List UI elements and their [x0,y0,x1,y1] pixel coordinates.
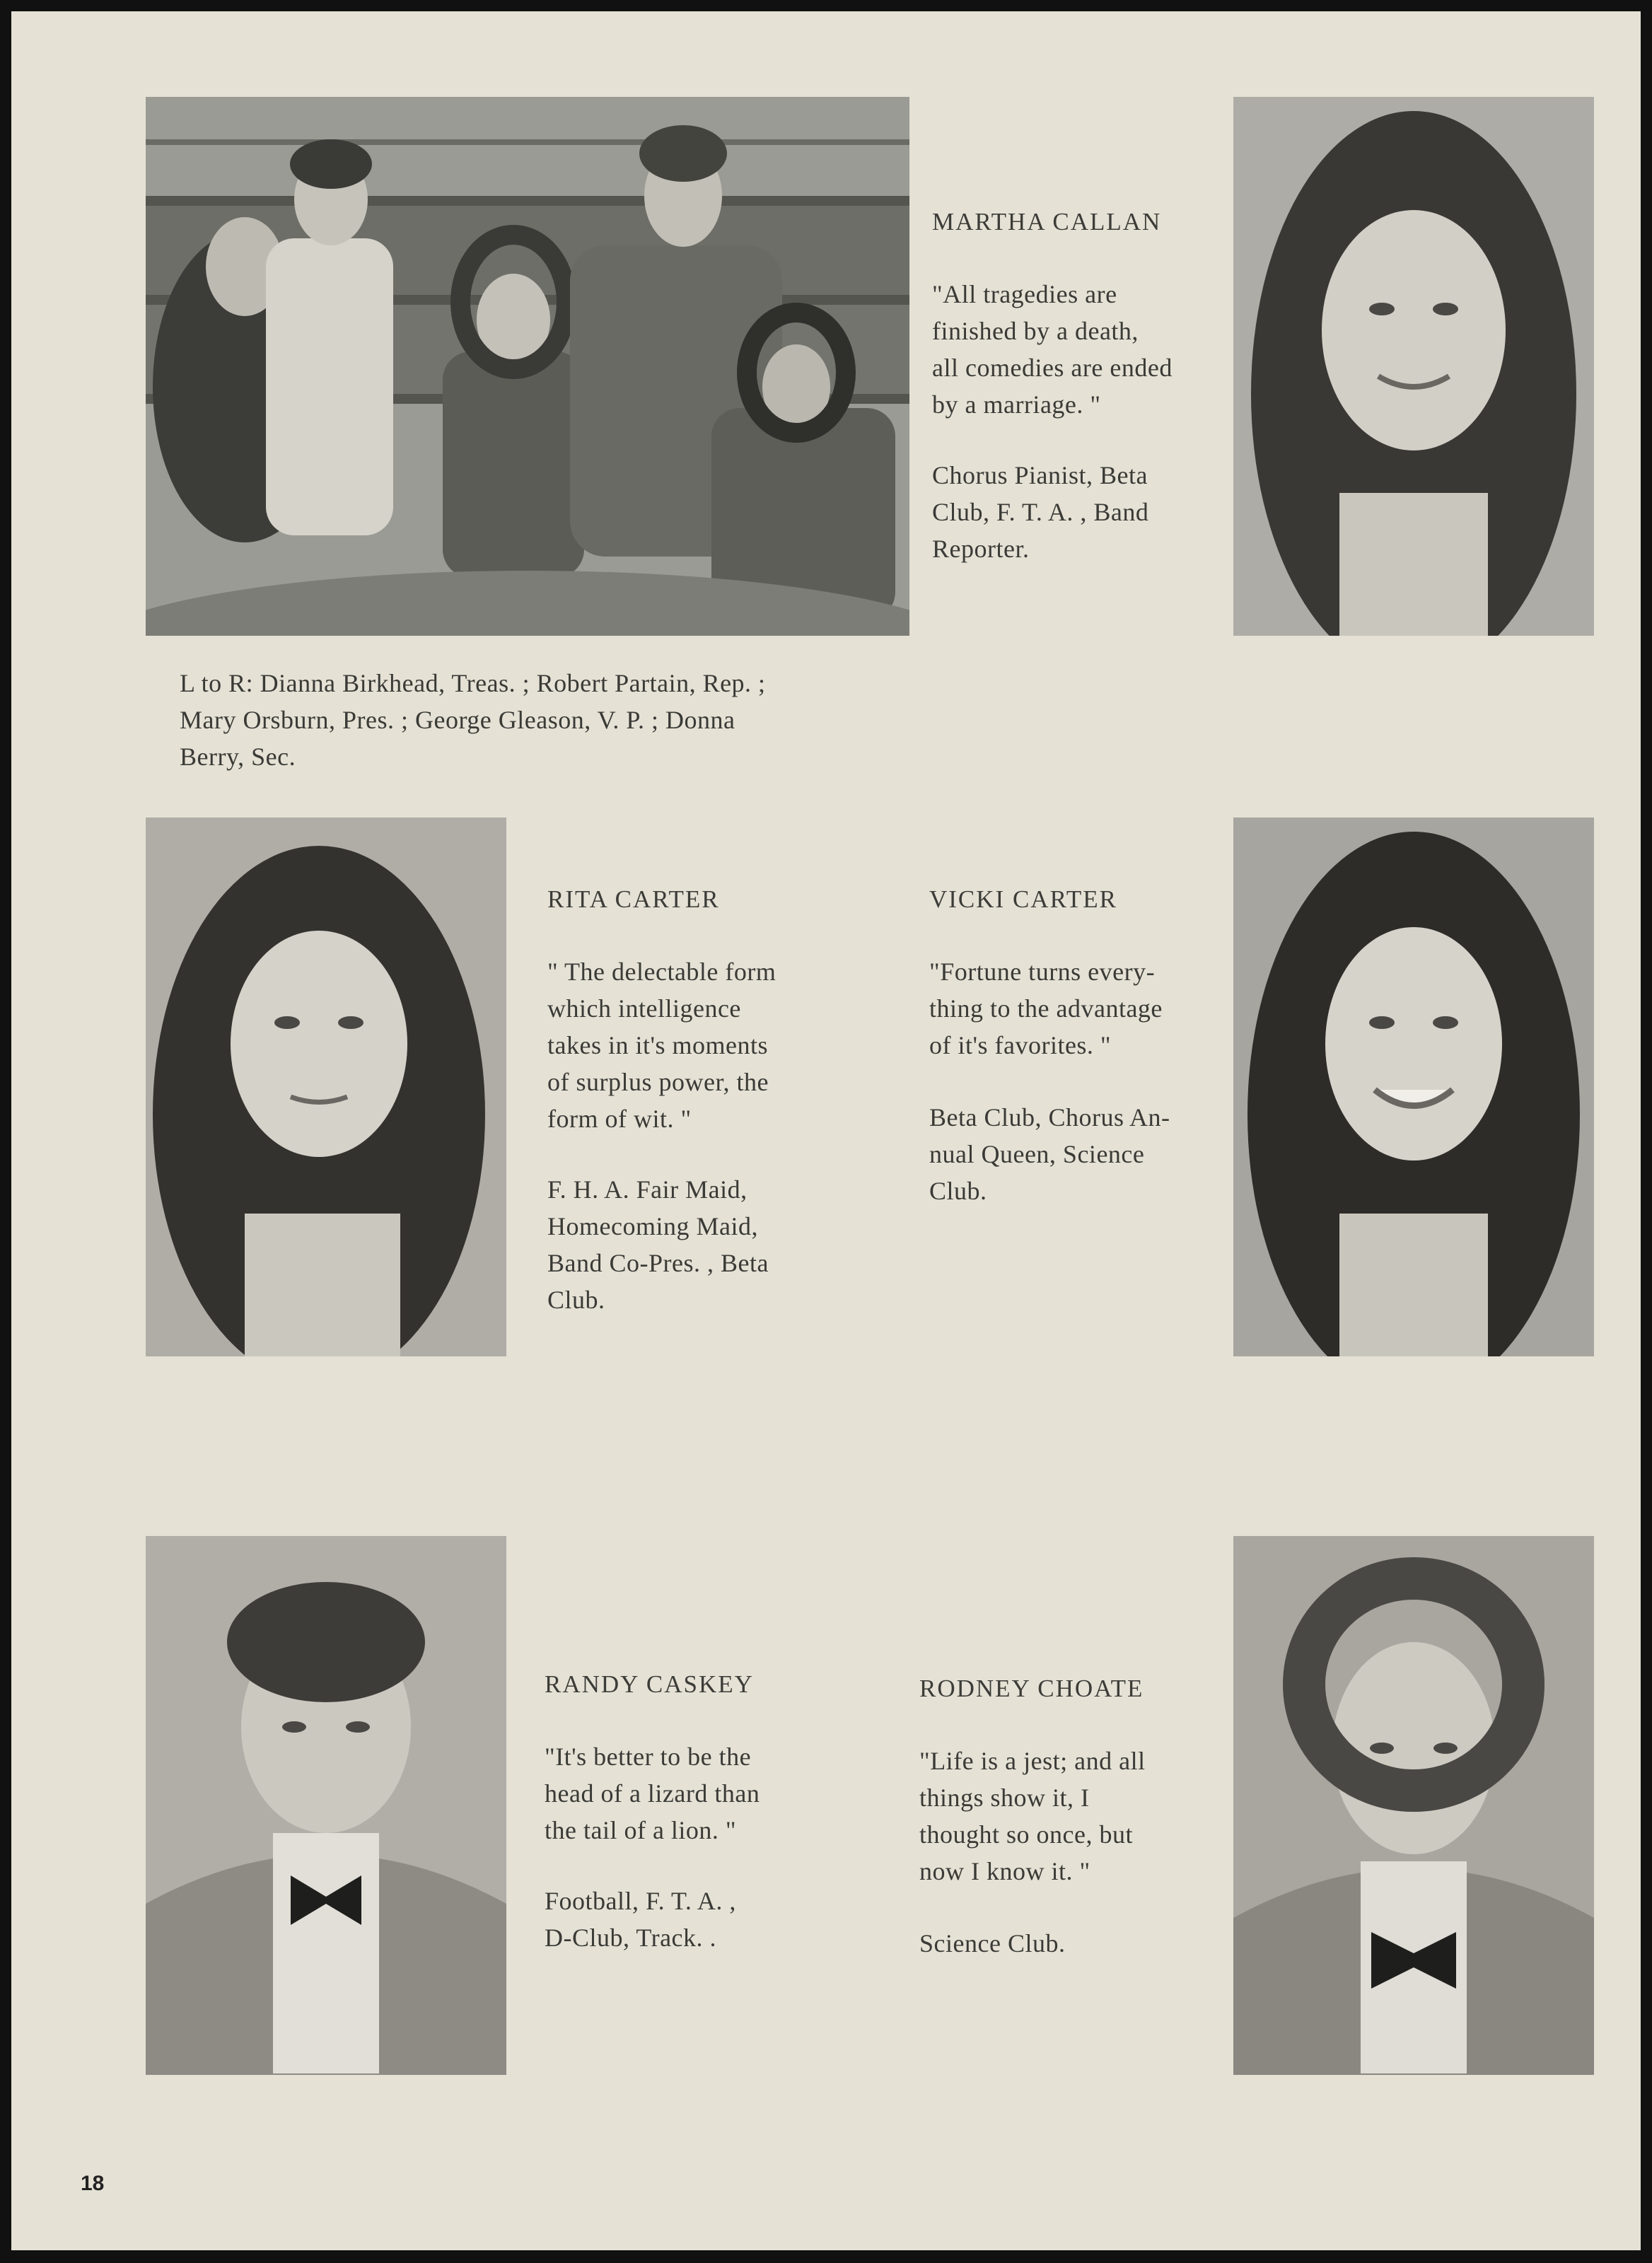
page-number: 18 [81,2172,105,2195]
senior-name-martha-callan: MARTHA CALLAN [932,208,1162,235]
senior-activities-rodney-choate: Science Club. [919,1929,1066,1957]
senior-activities-vicki-carter: Beta Club, Chorus An- nual Queen, Science Club. [929,1103,1170,1205]
officers-group-photo [146,97,909,636]
senior-portrait-rita-carter [146,818,506,1356]
senior-portrait-vicki-carter [1233,818,1594,1356]
senior-quote-rita-carter: " The delectable form which intelligence takes in it's moments of surplus power, the form of wit. " [547,958,776,1133]
senior-quote-rodney-choate: "Life is a jest; and all things show it, I thought so once, but now I know it. " [919,1747,1146,1885]
senior-quote-vicki-carter: "Fortune turns every- thing to the advantage of it's favorites. " [929,958,1163,1059]
senior-name-rodney-choate: RODNEY CHOATE [919,1675,1144,1702]
senior-name-randy-caskey: RANDY CASKEY [545,1670,754,1698]
officers-caption: L to R: Dianna Birkhead, Treas. ; Robert Partain, Rep. ; Mary Orsburn, Pres. ; George Gleason, V. P. ; Donna Berry, Sec. [180,669,766,771]
senior-portrait-martha-callan [1233,97,1594,636]
senior-quote-martha-callan: "All tragedies are finished by a death, all comedies are ended by a marriage. " [932,280,1173,419]
senior-activities-randy-caskey: Football, F. T. A. , D-Club, Track. . [545,1887,736,1952]
senior-activities-rita-carter: F. H. A. Fair Maid, Homecoming Maid, Band Co-Pres. , Beta Club. [547,1175,769,1314]
senior-activities-martha-callan: Chorus Pianist, Beta Club, F. T. A. , Band Reporter. [932,461,1149,563]
senior-name-rita-carter: RITA CARTER [547,885,720,913]
senior-portrait-randy-caskey [146,1536,506,2075]
yearbook-page [11,11,1641,2250]
senior-portrait-rodney-choate [1233,1536,1594,2075]
senior-quote-randy-caskey: "It's better to be the head of a lizard than the tail of a lion. " [545,1743,760,1844]
senior-name-vicki-carter: VICKI CARTER [929,885,1117,913]
